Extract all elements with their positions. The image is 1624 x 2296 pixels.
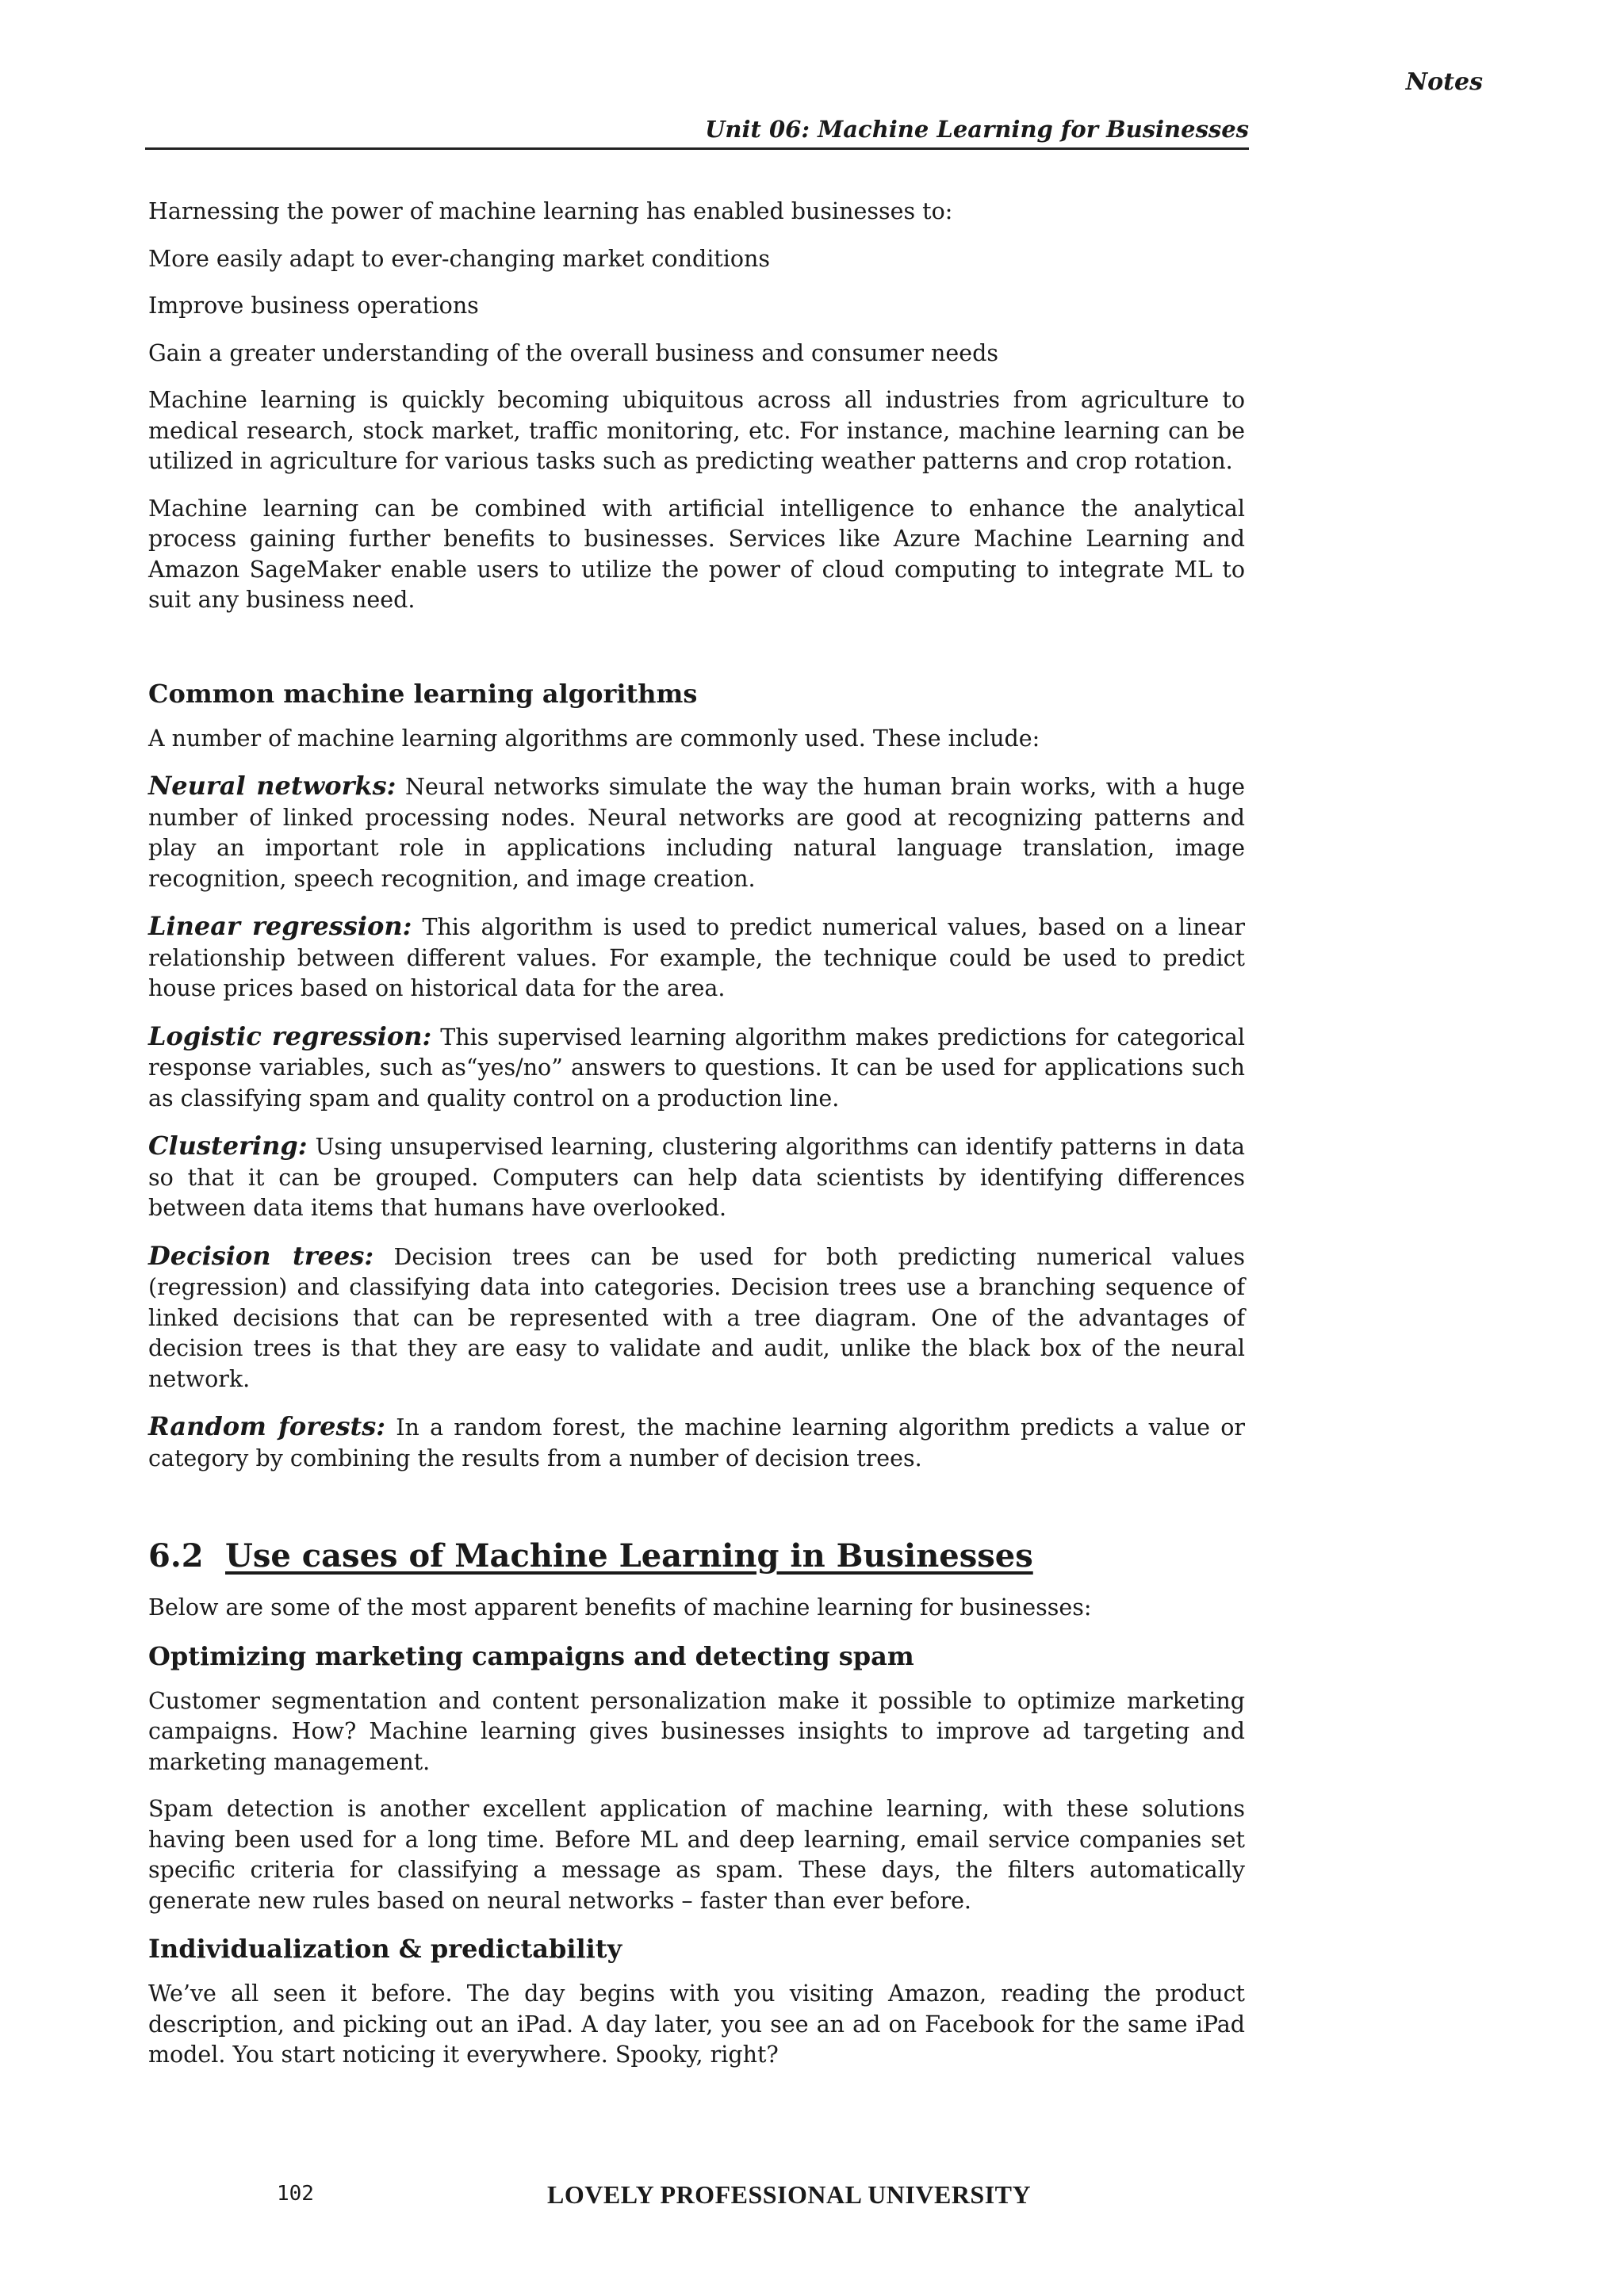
algorithm-term: Neural networks: <box>148 771 396 801</box>
algorithms-heading: Common machine learning algorithms <box>148 678 698 709</box>
section-heading <box>148 1537 1245 1575</box>
section-title: Use cases of Machine Learning in Businesses <box>225 1537 1033 1575</box>
algorithm-term: Decision trees: <box>148 1240 374 1271</box>
body-paragraph: We’ve all seen it before. The day begins with you visiting Amazon, reading the product description, and picking out an iPad. A day later, you see an ad on Facebook for the same iPad model. You start noticing it everywhere. Spooky, right? <box>148 1980 1245 2068</box>
subsection-heading-individualization: Individualization & predictability <box>148 1934 622 1964</box>
algorithm-logistic-regression <box>148 1021 1245 1115</box>
algorithm-linear-regression <box>148 911 1245 1004</box>
algorithm-random-forests <box>148 1411 1245 1474</box>
algorithm-term: Linear regression: <box>148 911 412 941</box>
algorithm-description: This supervised learning algorithm makes predictions for categorical response variables, such as“yes/no” answers to questions. It can be used for applications such as classifying spam and quality control on a production line. <box>148 1024 1245 1112</box>
page-number: 102 <box>277 2182 314 2206</box>
algorithm-description: In a random forest, the machine learning algorithm predicts a value or category by combining the results from a number of decision trees. <box>148 1414 1245 1471</box>
algorithm-description: Decision trees can be used for both predicting numerical values (regression) and classifying data into categories. Decision trees use a branching sequence of linked decisions that can be represented with a tree diagram. One of the advantages of decision trees is that they are easy to validate and audit, unlike the black box of the neural network. <box>148 1243 1246 1392</box>
benefit-item: Gain a greater understanding of the overall business and consumer needs <box>148 339 998 366</box>
algorithms-intro: A number of machine learning algorithms are commonly used. These include: <box>148 725 1040 752</box>
section-number: 6.2 <box>148 1537 204 1575</box>
benefit-item: Improve business operations <box>148 293 479 319</box>
page-content <box>148 197 1245 2087</box>
algorithm-description: Using unsupervised learning, clustering algorithms can identify patterns in data so that it can be grouped. Computers can help data scientists by identifying differences between data items that humans have overlooked. <box>148 1134 1245 1221</box>
unit-header: Unit 06: Machine Learning for Businesses <box>145 116 1249 150</box>
body-paragraph: Customer segmentation and content personalization make it possible to optimize marketing campaigns. How? Machine learning gives businesses insights to improve ad targeting and marketing management. <box>148 1687 1245 1775</box>
algorithm-description: This algorithm is used to predict numerical values, based on a linear relationship between different values. For example, the technique could be used to predict house prices based on historical data for the area. <box>148 914 1246 1001</box>
body-paragraph: Machine learning is quickly becoming ubiquitous across all industries from agriculture to medical research, stock market, traffic monitoring, etc. For instance, machine learning can be utilized in agriculture for various tasks such as predicting weather patterns and crop rotation. <box>148 387 1245 474</box>
algorithm-term: Clustering: <box>148 1131 308 1161</box>
algorithm-decision-trees <box>148 1241 1245 1395</box>
notes-label: Notes <box>1405 68 1483 96</box>
intro-paragraph: Harnessing the power of machine learning has enabled businesses to: <box>148 198 953 224</box>
algorithm-term: Random forests: <box>148 1411 386 1441</box>
benefit-item: More easily adapt to ever-changing market conditions <box>148 245 771 272</box>
algorithm-neural-networks <box>148 771 1245 894</box>
algorithm-clustering <box>148 1131 1245 1224</box>
algorithm-description: Neural networks simulate the way the human brain works, with a huge number of linked processing nodes. Neural networks are good at recognizing patterns and play an important role in applications including natural language translation, image recognition, speech recognition, and image creation. <box>148 774 1245 892</box>
section-intro: Below are some of the most apparent benefits of machine learning for businesses: <box>148 1594 1092 1621</box>
body-paragraph: Machine learning can be combined with artificial intelligence to enhance the analytical process gaining further benefits to businesses. Services like Azure Machine Learning and Amazon SageMaker enable users to utilize the power of cloud computing to integrate ML to suit any business need. <box>148 495 1245 613</box>
body-paragraph: Spam detection is another excellent application of machine learning, with these solutions having been used for a long time. Before ML and deep learning, email service companies set specific criteria for classifying a message as spam. These days, the filters automatically generate new rules based on neural networks – faster than ever before. <box>148 1796 1245 1914</box>
footer-university: LOVELY PROFESSIONAL UNIVERSITY <box>547 2180 1032 2209</box>
subsection-heading-marketing: Optimizing marketing campaigns and detecting spam <box>148 1640 914 1671</box>
algorithm-term: Logistic regression: <box>148 1020 432 1051</box>
